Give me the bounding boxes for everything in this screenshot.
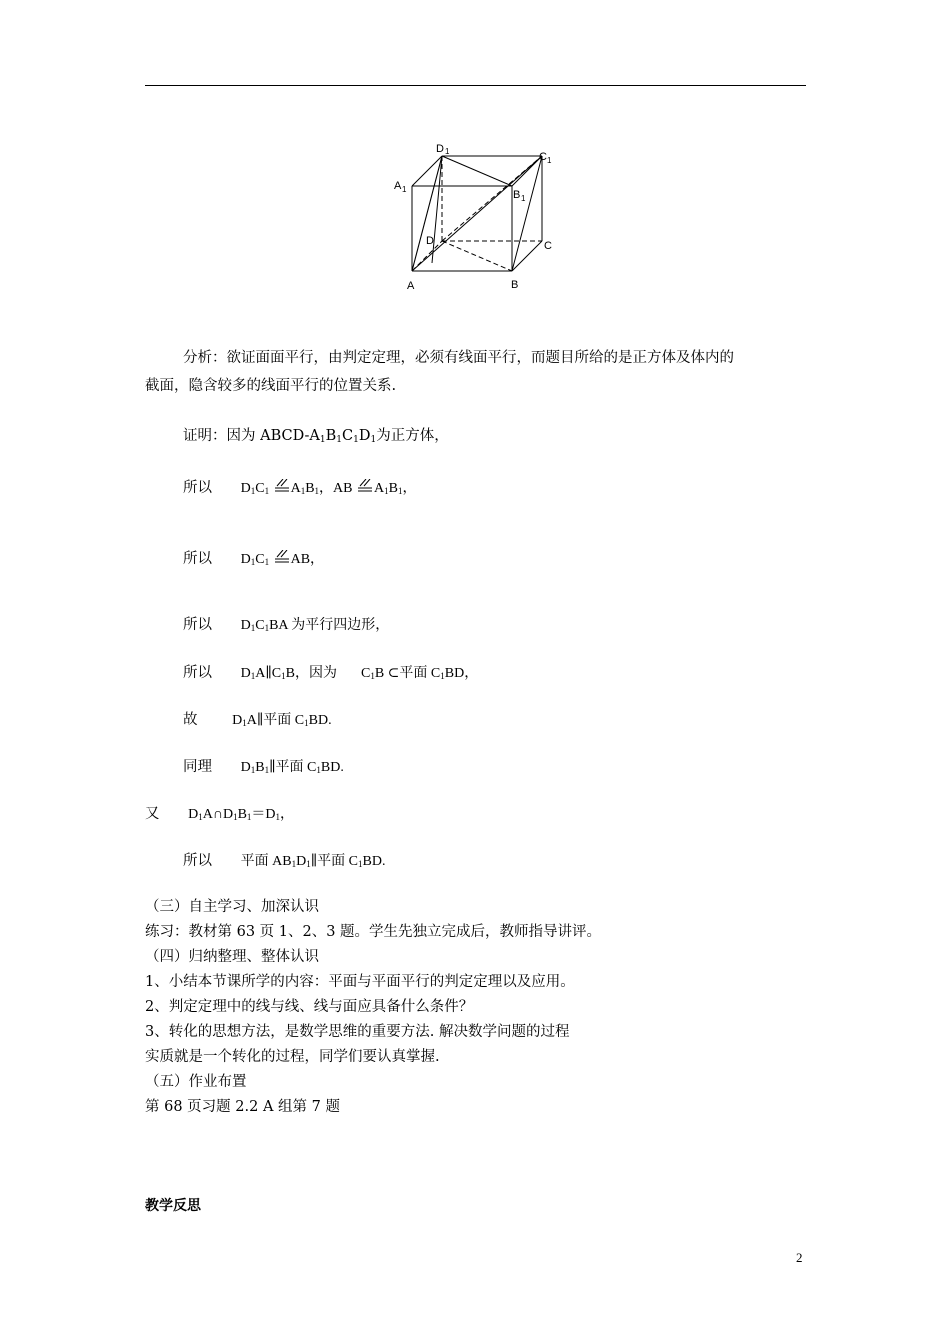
analysis-paragraph: [145, 344, 810, 400]
label-A1: A: [394, 180, 402, 192]
edge-A1D1: [412, 156, 442, 186]
summary-point-1: 1、小结本节课所学的内容：平面与平面平行的判定定理以及应用。: [145, 974, 575, 990]
proof-line-7: 同理 $D_1B_1\parallel$平面 $C_1BD$.: [183, 759, 344, 775]
header-rule: [145, 85, 806, 86]
label-C1-sub: 1: [547, 156, 552, 165]
cube-figure: [380, 138, 580, 298]
label-B: B: [511, 279, 519, 291]
summary-point-2: 2、判定定理中的线与线、线与面应具备什么条件？: [145, 999, 474, 1015]
proof-line-2: 所以 $D_1C_1$ $A_1B_1$，AB $A_1B_1$，: [183, 480, 417, 496]
summary-point-3: 3、转化的思想方法，是数学思维的重要方法. 解决数学问题的过程: [145, 1024, 570, 1040]
analysis-line-2: 截面，隐含较多的线面平行的位置关系.: [145, 378, 397, 394]
label-D1: D: [436, 143, 444, 155]
edge-BC1: [512, 156, 542, 271]
parallel-equal-icon: [273, 550, 291, 564]
homework-line: 第 68 页习题 2.2 A 组第 7 题: [145, 1099, 340, 1115]
edge-BC: [512, 241, 542, 271]
label-B1: B: [513, 189, 521, 201]
label-A1-sub: 1: [402, 185, 407, 194]
summary-point-3-cont: 实质就是一个转化的过程，同学们要认真掌握.: [145, 1049, 440, 1065]
section-three-heading: （三）自主学习、加深认识: [145, 899, 319, 915]
label-C: C: [544, 240, 552, 252]
reflection-heading: 教学反思: [145, 1198, 201, 1214]
proof-line-8: 又 $D_1A\cap D_1B_1=D_1$，: [145, 806, 295, 822]
section-four-heading: （四）归纳整理、整体认识: [145, 949, 319, 965]
analysis-line-1: 分析：欲证面面平行，由判定定理，必须有线面平行，而题目所给的是正方体及体内的: [183, 350, 734, 366]
proof-line-9: 所以 平面 $AB_1D_1\parallel$平面 $C_1BD$.: [183, 853, 386, 869]
label-D1-sub: 1: [445, 147, 450, 156]
parallel-equal-icon: [356, 479, 374, 493]
proof-line-3: 所以 $D_1C_1$ AB，: [183, 551, 325, 567]
label-B1-sub: 1: [521, 194, 526, 203]
label-C1: C: [539, 151, 547, 163]
proof-line-5: 所以 $D_1A\parallel C_1B$，因为 $C_1B$ ⊂平面 $C_1BD$，: [183, 665, 479, 681]
cube-diagram: [380, 138, 580, 298]
edge-DB-hidden: [442, 241, 512, 271]
edge-AC1: [412, 156, 542, 271]
parallel-equal-icon: [273, 479, 291, 493]
edge-D1B1: [442, 156, 512, 186]
proof-line-4: 所以 $D_1C_1BA$ 为平行四边形，: [183, 617, 390, 633]
label-D: D: [426, 235, 434, 247]
edge-AD1: [412, 156, 442, 271]
label-A: A: [407, 280, 415, 292]
proof-line-6: 故 $D_1A\parallel$平面 $C_1BD$.: [183, 712, 332, 728]
exercise-line: 练习：教材第 63 页 1、2、3 题。学生先独立完成后，教师指导讲评。: [145, 924, 602, 940]
page-number: 2: [796, 1250, 803, 1265]
proof-line-1: 证明：因为 ABCD-$A_1B_1C_1D_1$为正方体，: [183, 428, 449, 445]
section-five-heading: （五）作业布置: [145, 1074, 247, 1090]
